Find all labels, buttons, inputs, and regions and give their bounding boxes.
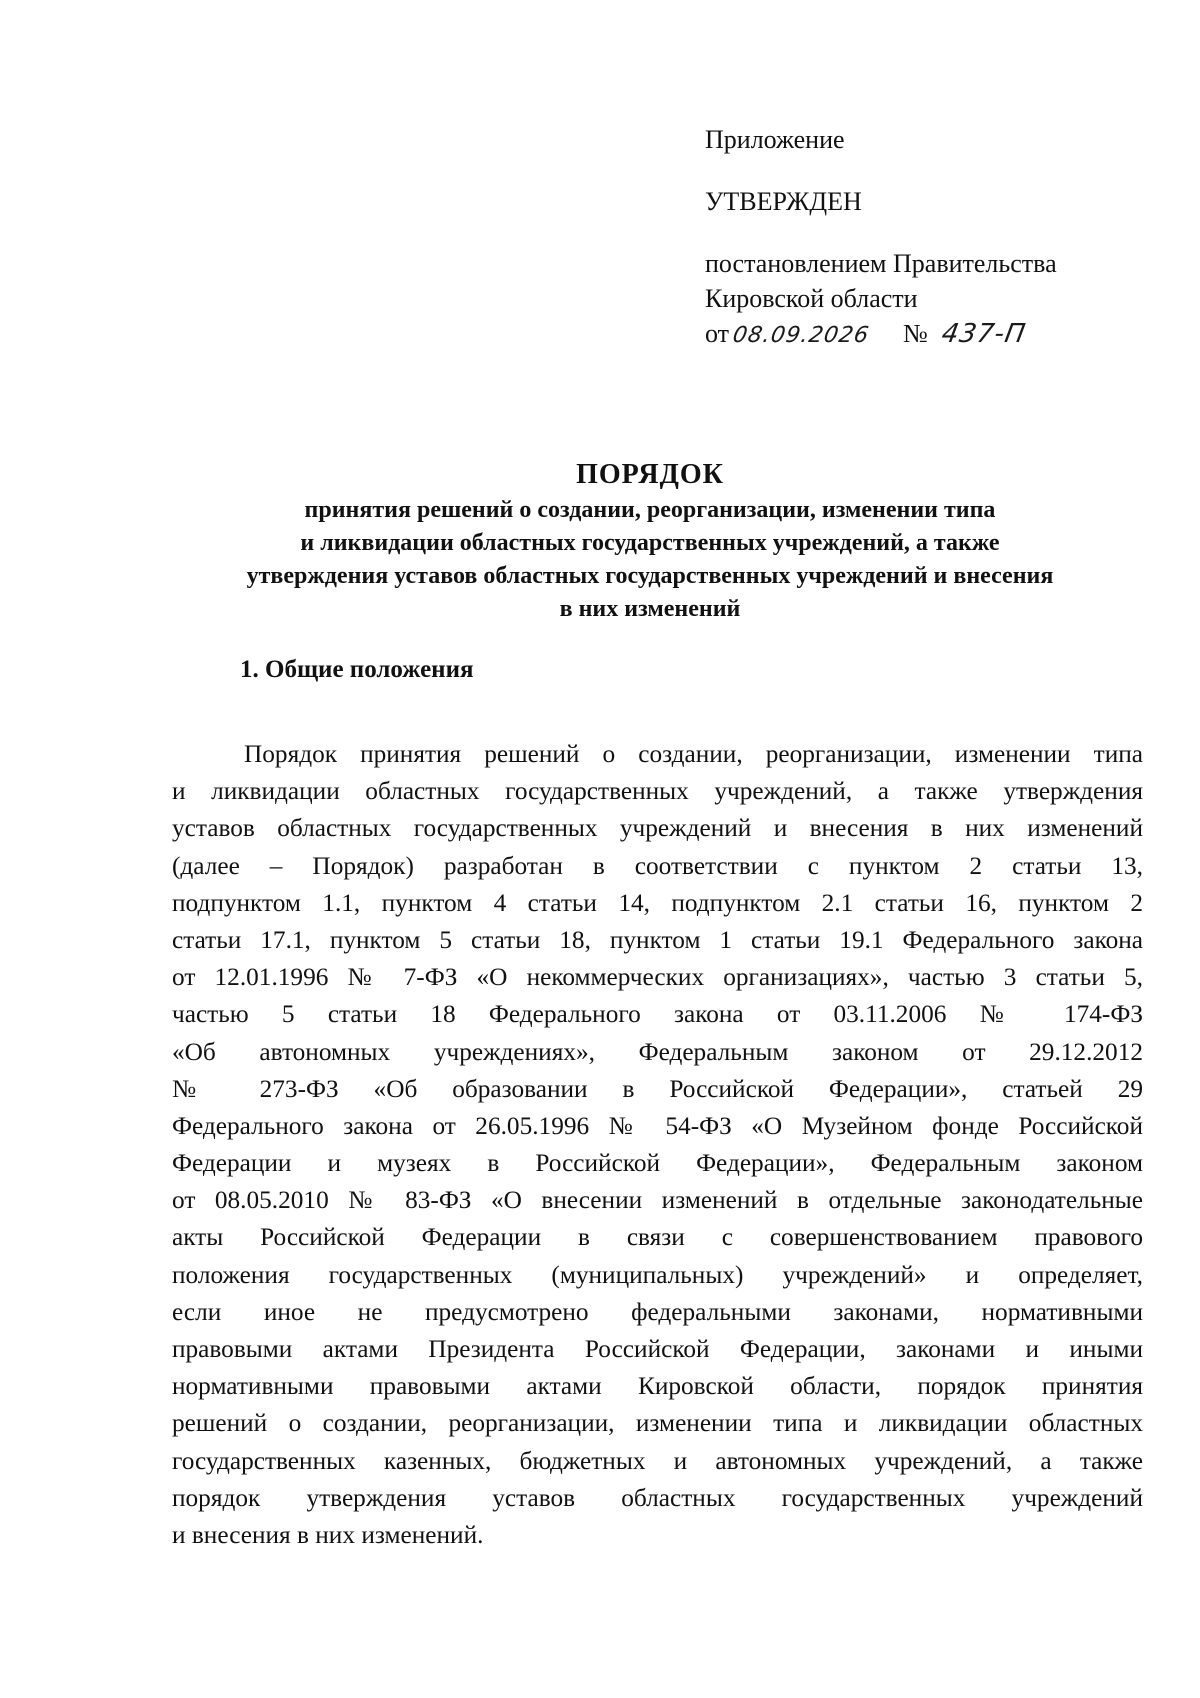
body-line: от 08.05.2010 № 83-ФЗ «О внесении изменений в отдельные законодательные [172, 1186, 1143, 1215]
body-line: подпунктом 1.1, пунктом 4 статьи 14, подпунктом 2.1 статьи 16, пунктом 2 [172, 888, 1143, 917]
appendix-label: Приложение [705, 125, 845, 154]
date-prefix: от [705, 319, 730, 348]
body-line: решений о создании, реорганизации, изменении типа и ликвидации областных [172, 1409, 1143, 1438]
body-line: порядок утверждения уставов областных государственных учреждений [172, 1483, 1143, 1512]
body-line: уставов областных государственных учреждений и внесения в них изменений [172, 814, 1143, 843]
body-line: и ликвидации областных государственных учреждений, а также утверждения [172, 777, 1143, 806]
body-line: (далее – Порядок) разработан в соответствии с пунктом 2 статьи 13, [172, 851, 1143, 880]
handwritten-number: 437-П [939, 319, 1029, 349]
body-line: государственных казенных, бюджетных и автономных учреждений, а также [172, 1446, 1143, 1475]
body-line: правовыми актами Президента Российской Федерации, законами и иными [172, 1335, 1143, 1363]
body-line: Порядок принятия решений о создании, реорганизации, изменении типа [244, 740, 1143, 768]
body-line: «Об автономных учреждениях», Федеральным законом от 29.12.2012 [172, 1037, 1143, 1066]
decree-line-2: Кировской области [705, 284, 918, 313]
title-line: утверждения уставов областных государственных учреждений и внесения [246, 563, 1054, 589]
body-line: Федерации и музеях в Российской Федерации», Федеральным законом [172, 1149, 1143, 1178]
body-paragraph [172, 736, 1143, 1554]
approval-block [705, 122, 1165, 353]
decree-date-row [705, 316, 1165, 353]
body-line: статьи 17.1, пунктом 5 статьи 18, пунктом 1 статьи 19.1 Федерального закона [172, 925, 1143, 954]
body-line: № 273-ФЗ «Об образовании в Российской Федерации», статьей 29 [172, 1074, 1143, 1103]
body-line: акты Российской Федерации в связи с совершенствованием правового [172, 1223, 1143, 1252]
handwritten-date: 08.09.2026 [730, 323, 872, 348]
body-line: от 12.01.1996 № 7-ФЗ «О некоммерческих организациях», частью 3 статьи 5, [172, 963, 1143, 992]
approved-label: УТВЕРЖДЕН [705, 187, 862, 216]
body-line: Федерального закона от 26.05.1996 № 54-ФЗ «О Музейном фонде Российской [172, 1111, 1143, 1140]
body-line: и внесения в них изменений. [172, 1520, 484, 1549]
title-line: в них изменений [559, 596, 741, 622]
title-line: и ликвидации областных государственных учреждений, а также [300, 530, 1000, 556]
title-line: принятия решений о создании, реорганизации, изменении типа [304, 497, 996, 523]
body-line: положения государственных (муниципальных) учреждений» и определяет, [172, 1260, 1143, 1289]
body-line: если иное не предусмотрено федеральными законами, нормативными [172, 1297, 1143, 1326]
number-prefix: № [903, 319, 928, 348]
document-title [150, 458, 1150, 626]
body-line: частью 5 статьи 18 Федерального закона от 03.11.2006 № 174-ФЗ [172, 1000, 1143, 1029]
title-main: ПОРЯДОК [576, 459, 724, 490]
title-subtitle [150, 494, 1150, 626]
body-line: нормативными правовыми актами Кировской области, порядок принятия [172, 1372, 1143, 1401]
section-heading: 1. Общие положения [240, 656, 474, 683]
decree-line-1: постановлением Правительства [705, 249, 1057, 278]
